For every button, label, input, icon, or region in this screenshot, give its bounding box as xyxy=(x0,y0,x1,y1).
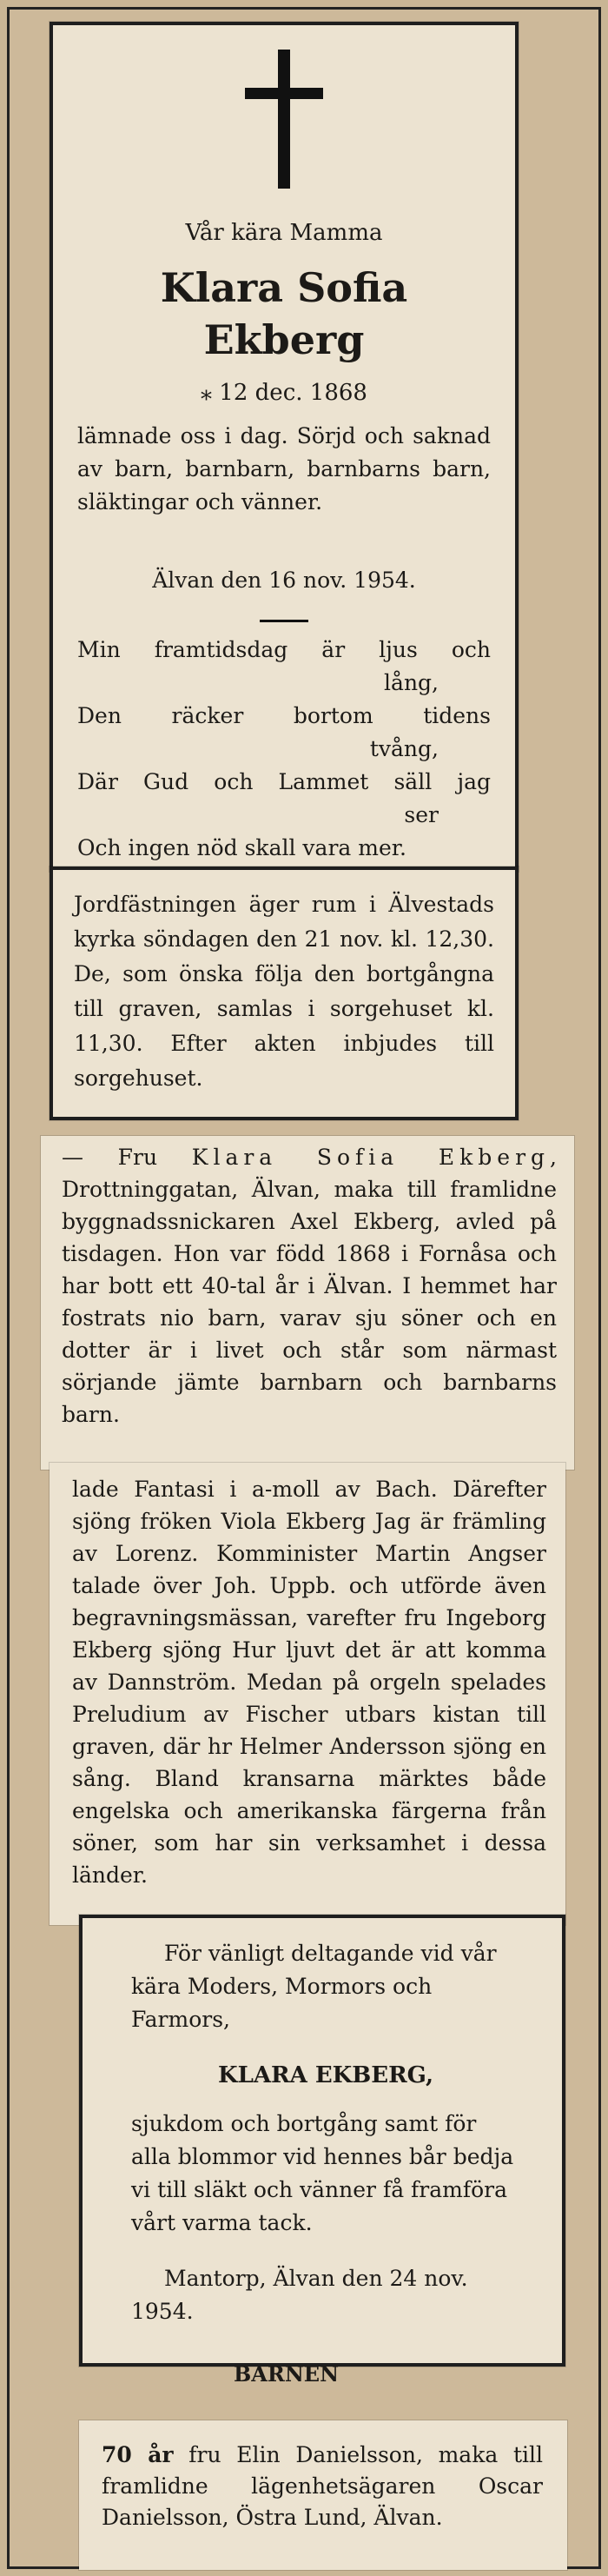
deceased-name-line2: Ekberg xyxy=(203,316,365,363)
thanks-signature: BARNEN xyxy=(234,2361,340,2387)
deceased-name-line1: Klara Sofia xyxy=(160,264,408,311)
obituary-clipping xyxy=(41,1136,574,1470)
verse-line: Min framtidsdag är ljus och xyxy=(77,637,491,662)
birthday-age: 70 år xyxy=(102,2442,174,2467)
birthday-text xyxy=(102,2440,543,2533)
funeral-report-clipping xyxy=(50,1463,565,1925)
thanks-notice xyxy=(79,1915,565,2387)
obituary-body: , Drottninggatan, Älvan, maka till framlidne byggnadssnickaren Axel Ekberg, avled på tisdagen. Hon var född 1868 i Fornåsa och har bott ett 40-tal år i Älvan. I hemmet har fostrats nio barn, varav sju söner och en dotter är i livet och står som närmast sörjande jämte barnbarn och barnbarns barn. xyxy=(62,1145,557,1427)
cross-icon xyxy=(245,50,323,189)
verse-line: Och ingen nöd skall vara mer. xyxy=(77,835,406,860)
verse-line: ser xyxy=(404,802,439,827)
verse-line: Den räcker bortom tidens xyxy=(77,703,491,728)
deceased-name xyxy=(53,262,515,366)
birth-date: ⁎ 12 dec. 1868 xyxy=(201,380,367,406)
thanks-text: sjukdom och bortgång samt för alla blommor vid hennes bår bedja vi till släkt och vänner få framföra vårt varma tack. xyxy=(131,2111,514,2235)
thanks-intro: För vänligt deltagande vid vår kära Moders, Mormors och Farmors, xyxy=(131,1941,497,2032)
thanks-name: KLARA EKBERG, xyxy=(217,2062,434,2088)
scrapbook-page xyxy=(7,7,601,2569)
funeral-announcement xyxy=(50,866,519,1120)
funeral-report-text: lade Fantasi i a-moll av Bach. Därefter sjöng fröken Viola Ekberg Jag är främling av Lorenz. Komminister Martin Angser talade över Joh. Uppb. och utförde även begravningsmässan, varefter fru Ingeborg Ekberg sjöng Hur ljuvt det är att komma av Dannström. Medan på orgeln spelades Preludium av Fischer utbars kistan till graven, där hr Helmer Andersson sjöng en sång. Bland kransarna märktes både engelska och amerikanska färgerna från söner, som har sin verksamhet i dessa länder. xyxy=(72,1477,546,1888)
obituary-dash: — Fru xyxy=(62,1145,158,1170)
notice-text: lämnade oss i dag. Sörjd och saknad av barn, barnbarn, barnbarns barn, släktingar och vänner. xyxy=(77,423,491,515)
divider xyxy=(260,620,308,622)
funeral-text: Jordfästningen äger rum i Älvestads kyrka söndagen den 21 nov. kl. 12,30. De, som önska följa den bortgångna till graven, samlas i sorgehuset kl. 11,30. Efter akten inbjudes till sorgehuset. xyxy=(74,892,494,1091)
thanks-place-date: Mantorp, Älvan den 24 nov. 1954. xyxy=(131,2266,468,2324)
verse-line: tvång, xyxy=(369,736,439,761)
notice-intro: Vår kära Mamma xyxy=(185,220,383,246)
obituary-text xyxy=(62,1141,557,1431)
birthday-body: fru Elin Danielsson, maka till framlidne lägenhetsägaren Oscar Danielsson, Östra Lund, Älvan. xyxy=(102,2442,543,2530)
death-notice xyxy=(50,22,519,872)
verse-line: lång, xyxy=(384,670,439,695)
verse-line: Där Gud och Lammet säll jag xyxy=(77,769,491,794)
birthday-clipping xyxy=(79,2420,567,2570)
notice-place-date: Älvan den 16 nov. 1954. xyxy=(152,568,416,593)
obituary-name: Klara Sofia Ekberg xyxy=(191,1145,551,1170)
verse xyxy=(77,634,491,865)
